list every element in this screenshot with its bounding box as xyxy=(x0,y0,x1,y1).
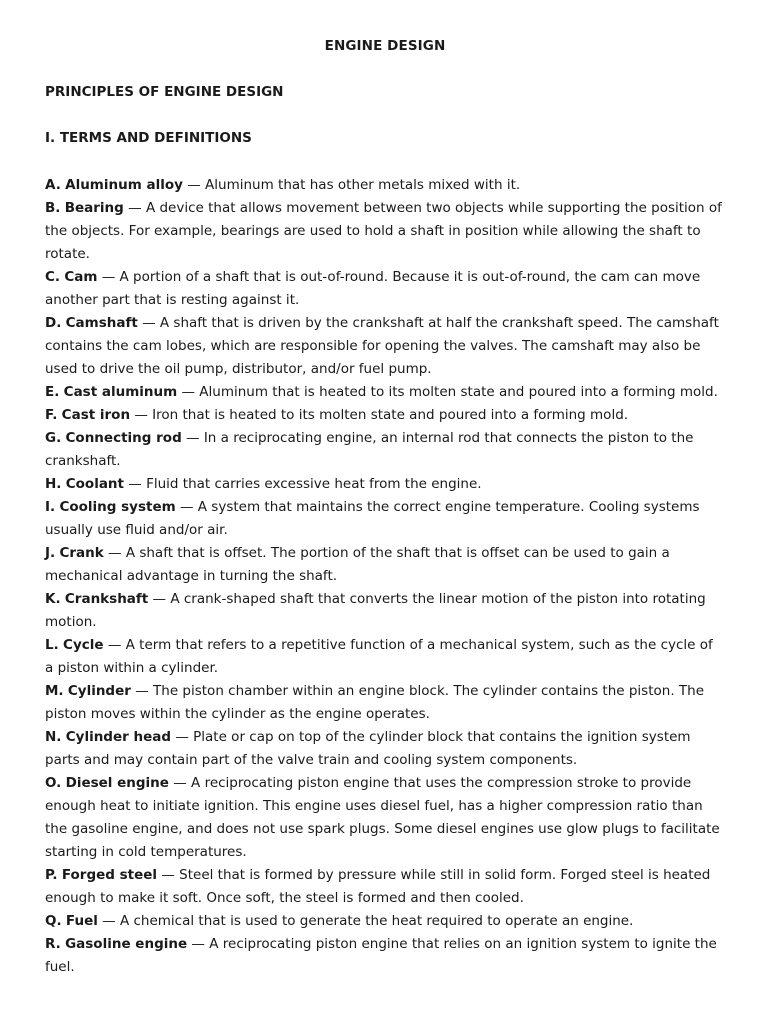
term-item xyxy=(45,266,725,312)
term-name: Cast aluminum xyxy=(63,384,178,400)
term-dash: — xyxy=(148,591,171,607)
term-dash: — xyxy=(103,637,126,653)
term-dash: — xyxy=(123,200,146,216)
term-item xyxy=(45,933,725,979)
term-letter: D. xyxy=(45,315,62,331)
term-letter: J. xyxy=(45,545,56,561)
term-definition: In a reciprocating engine, an internal rod that connects the piston to the crankshaft. xyxy=(45,430,694,469)
term-item xyxy=(45,312,725,381)
term-name: Bearing xyxy=(64,200,124,216)
term-letter: O. xyxy=(45,775,62,791)
term-item xyxy=(45,864,725,910)
term-name: Coolant xyxy=(65,476,124,492)
document-title: ENGINE DESIGN xyxy=(324,38,446,54)
term-letter: A. xyxy=(45,177,61,193)
term-item xyxy=(45,910,725,933)
term-name: Cam xyxy=(64,269,98,285)
term-dash: — xyxy=(177,384,200,400)
term-item xyxy=(45,772,725,864)
term-name: Fuel xyxy=(65,913,98,929)
subsection-title: I. TERMS AND DEFINITIONS xyxy=(45,130,252,146)
term-definition: A reciprocating piston engine that uses the compression stroke to provide enough heat to initiate ignition. This engine uses diesel fuel, has a higher compression ratio than the gasoline engine, and does not use spark plugs. Some diesel engines use glow plugs to facilitate starting in cold temperatures. xyxy=(45,775,720,860)
term-letter: P. xyxy=(45,867,58,883)
term-name: Forged steel xyxy=(61,867,158,883)
term-definition: Fluid that carries excessive heat from the engine. xyxy=(146,476,482,492)
term-item xyxy=(45,427,725,473)
term-definition: A shaft that is driven by the crankshaft at half the crankshaft speed. The camshaft contains the cam lobes, which are responsible for opening the valves. The camshaft may also be used to drive the oil pump, distributor, and/or fuel pump. xyxy=(45,315,719,377)
term-definition: Iron that is heated to its molten state and poured into a forming mold. xyxy=(152,407,629,423)
term-dash: — xyxy=(130,407,153,423)
term-definition: A crank-shaped shaft that converts the linear motion of the piston into rotating motion. xyxy=(45,591,706,630)
term-item xyxy=(45,404,725,427)
term-letter: R. xyxy=(45,936,61,952)
term-name: Connecting rod xyxy=(65,430,182,446)
term-dash: — xyxy=(168,775,192,791)
term-definition: Aluminum that has other metals mixed with it. xyxy=(205,177,521,193)
term-item xyxy=(45,174,725,197)
term-definition: Plate or cap on top of the cylinder block that contains the ignition system parts and may contain part of the valve train and cooling system components. xyxy=(45,729,691,768)
term-name: Aluminum alloy xyxy=(65,177,183,193)
document-page xyxy=(45,36,725,979)
term-definition: A reciprocating piston engine that relies on an ignition system to ignite the fuel. xyxy=(45,936,717,975)
term-dash: — xyxy=(187,936,210,952)
term-dash: — xyxy=(171,729,194,745)
term-letter: C. xyxy=(45,269,61,285)
term-name: Cooling system xyxy=(59,499,176,515)
term-name: Camshaft xyxy=(65,315,138,331)
term-dash: — xyxy=(181,430,204,446)
term-item xyxy=(45,634,725,680)
term-letter: K. xyxy=(45,591,61,607)
term-dash: — xyxy=(157,867,180,883)
term-dash: — xyxy=(103,545,126,561)
term-item xyxy=(45,726,725,772)
term-dash: — xyxy=(130,683,154,699)
term-letter: N. xyxy=(45,729,62,745)
term-name: Cycle xyxy=(63,637,104,653)
term-item xyxy=(45,680,725,726)
term-definition: A chemical that is used to generate the heat required to operate an engine. xyxy=(119,913,634,929)
term-dash: — xyxy=(97,913,120,929)
term-letter: E. xyxy=(45,384,60,400)
term-letter: H. xyxy=(45,476,62,492)
term-letter: I. xyxy=(45,499,56,515)
term-name: Crank xyxy=(59,545,104,561)
term-dash: — xyxy=(137,315,160,331)
term-name: Cast iron xyxy=(61,407,131,423)
terms-list xyxy=(45,174,725,979)
term-definition: Aluminum that is heated to its molten state and poured into a forming mold. xyxy=(199,384,718,400)
term-item xyxy=(45,381,725,404)
section-title: PRINCIPLES OF ENGINE DESIGN xyxy=(45,84,284,100)
term-dash: — xyxy=(97,269,120,285)
term-letter: B. xyxy=(45,200,61,216)
term-dash: — xyxy=(182,177,206,193)
term-definition: Steel that is formed by pressure while still in solid form. Forged steel is heated enough to make it soft. Once soft, the steel is formed and then cooled. xyxy=(45,867,711,906)
term-name: Cylinder head xyxy=(65,729,172,745)
term-definition: A system that maintains the correct engine temperature. Cooling systems usually use fluid and/or air. xyxy=(45,499,700,538)
term-item xyxy=(45,496,725,542)
term-definition: The piston chamber within an engine block. The cylinder contains the piston. The piston moves within the cylinder as the engine operates. xyxy=(45,683,705,722)
term-definition: A shaft that is offset. The portion of the shaft that is offset can be used to gain a mechanical advantage in turning the shaft. xyxy=(45,545,670,584)
term-definition: A portion of a shaft that is out-of-round. Because it is out-of-round, the cam can move another part that is resting against it. xyxy=(45,269,701,308)
term-letter: G. xyxy=(45,430,62,446)
term-letter: M. xyxy=(45,683,64,699)
term-item xyxy=(45,542,725,588)
term-item xyxy=(45,588,725,634)
term-letter: Q. xyxy=(45,913,62,929)
term-item xyxy=(45,473,725,496)
term-name: Crankshaft xyxy=(64,591,149,607)
term-name: Cylinder xyxy=(67,683,131,699)
term-dash: — xyxy=(175,499,198,515)
term-name: Gasoline engine xyxy=(65,936,188,952)
term-definition: A device that allows movement between two objects while supporting the position of the objects. For example, bearings are used to hold a shaft in position while allowing the shaft to rotate. xyxy=(45,200,722,262)
term-item xyxy=(45,197,725,266)
term-definition: A term that refers to a repetitive function of a mechanical system, such as the cycle of a piston within a cylinder. xyxy=(45,637,713,676)
term-dash: — xyxy=(124,476,147,492)
term-letter: F. xyxy=(45,407,58,423)
term-letter: L. xyxy=(45,637,59,653)
term-name: Diesel engine xyxy=(65,775,169,791)
